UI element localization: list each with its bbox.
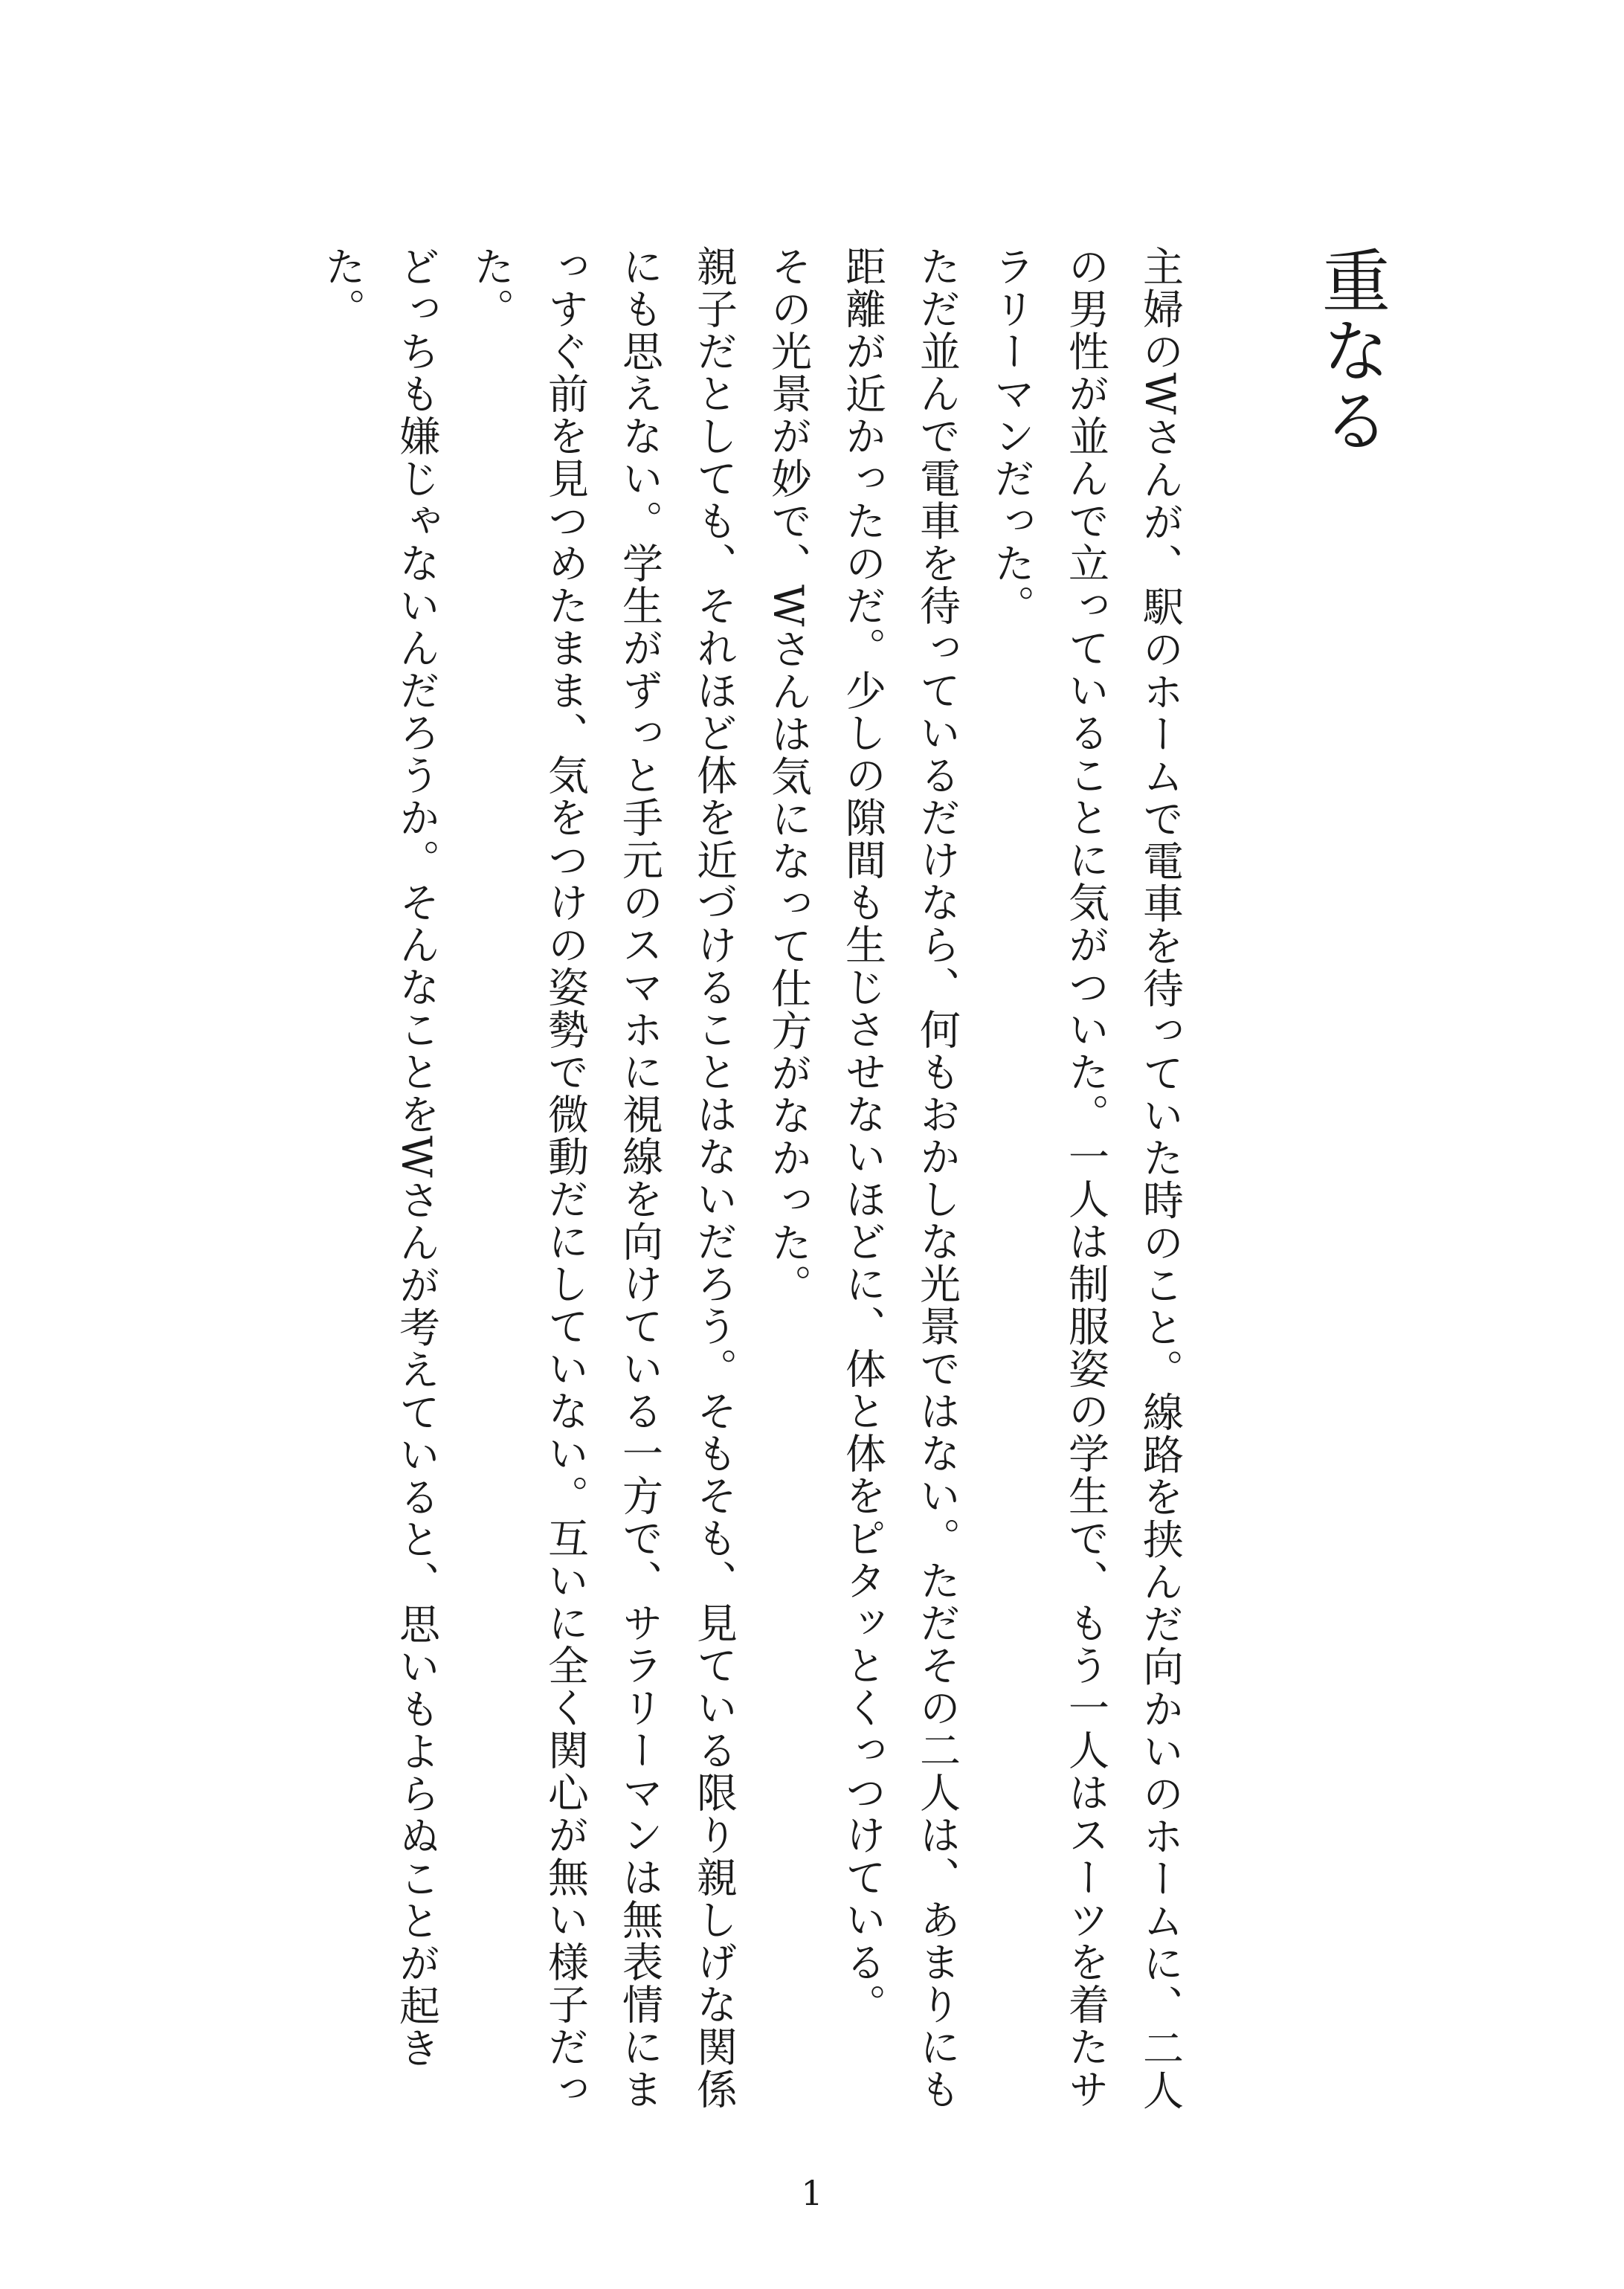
paragraph: 親子だとしても、それほど体を近づけることはないだろう。そもそも、見ている限り親しげな関係にも思えない。学生がずっと手元のスマホに視線を向けている一方で、サラリーマンは無表情にまっすぐ前を見つめたまま、気をつけの姿勢で微動だにしていない。互いに全く関心が無い様子だった。 — [467, 245, 738, 2111]
paragraph: その光景が妙で、Wさんは気になって仕方がなかった。 — [764, 245, 812, 1307]
page-number: 1 — [801, 2173, 823, 2213]
page-title: 重なる — [1311, 245, 1391, 455]
paragraph: どっちも嫌じゃないんだろうか。そんなことをWさんが考えていると、思いもよらぬことが起きた。 — [318, 245, 440, 2070]
paragraph: ただ並んで電車を待っているだけなら、何もおかしな光景ではない。ただその二人は、あまりにも距離が近かったのだ。少しの隙間も生じさせないほどに、体と体をピタッとくっつけている。 — [839, 245, 961, 2111]
story-body — [245, 245, 1197, 2134]
paragraph: 主婦のWさんが、駅のホームで電車を待っていた時のこと。線路を挟んだ向かいのホームに、二人の男性が並んで立っていることに気がついた。一人は制服姿の学生で、もう一人はスーツを着たサラリーマンだった。 — [987, 245, 1184, 2112]
